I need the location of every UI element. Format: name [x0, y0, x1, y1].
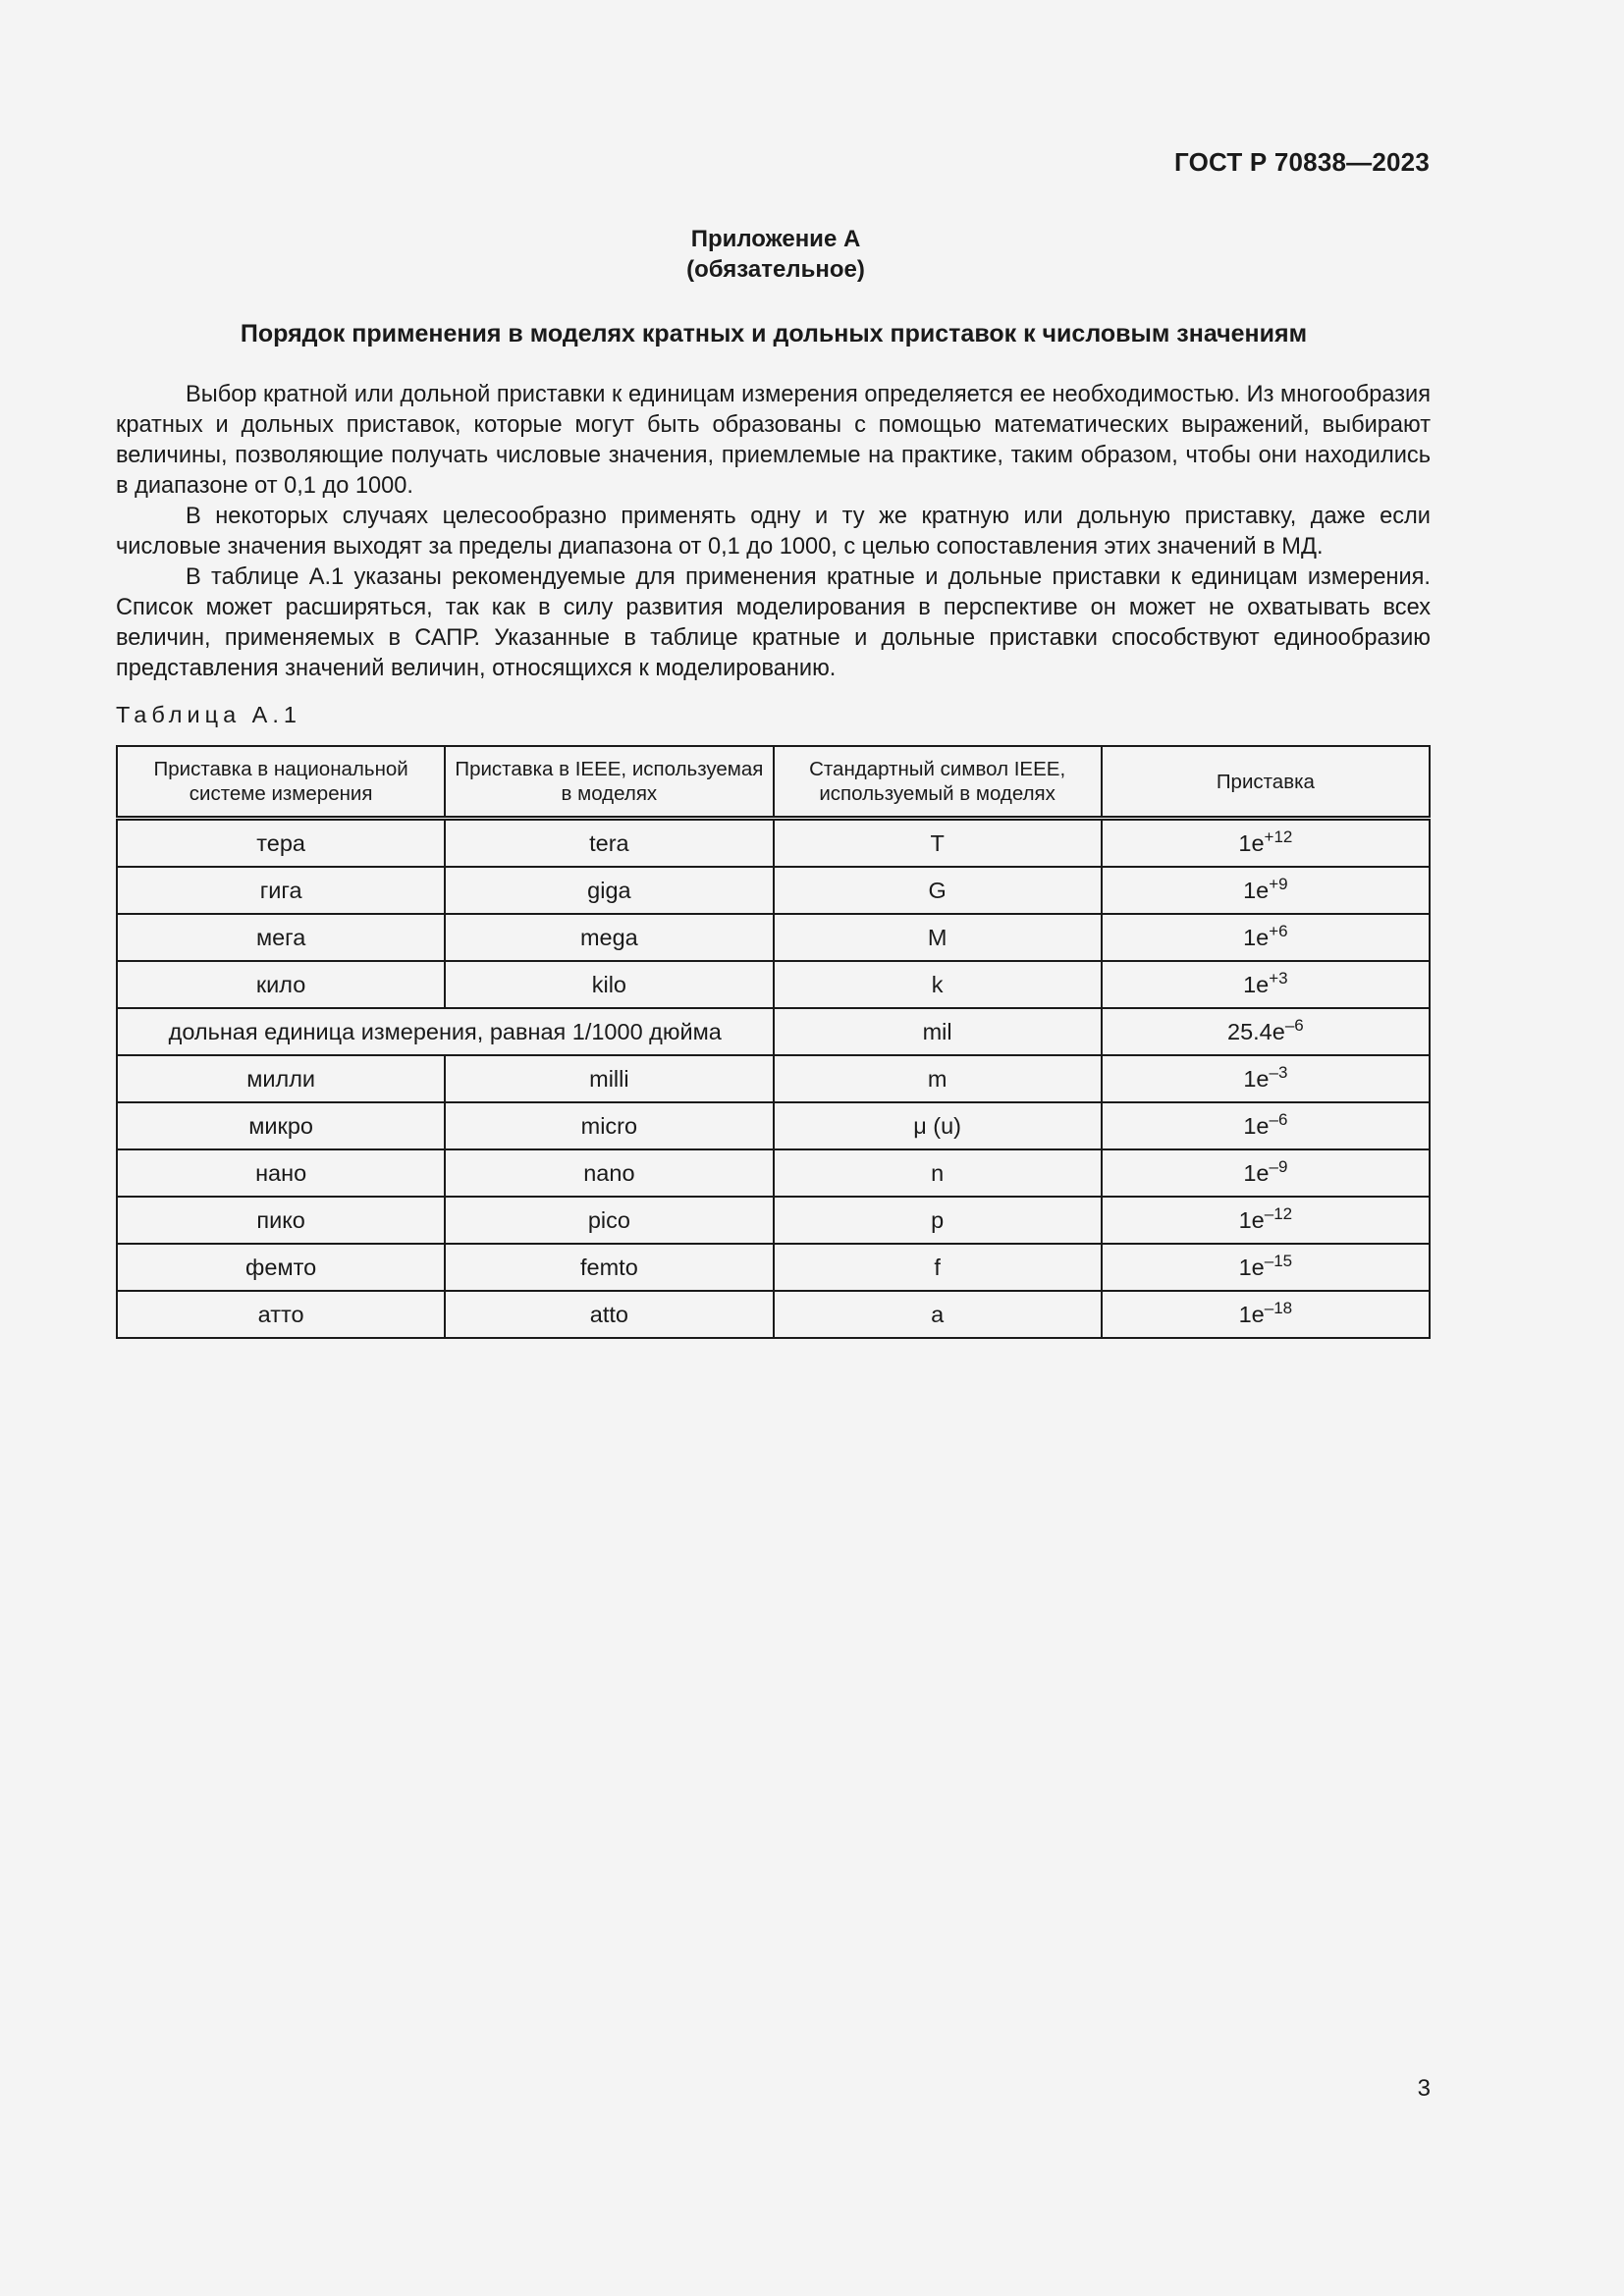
column-header: Приставка в национальной системе измерения: [117, 746, 445, 819]
table-row: [117, 867, 1430, 914]
cell-national-prefix: микро: [117, 1102, 445, 1149]
appendix-status: (обязательное): [686, 256, 865, 283]
cell-ieee-prefix: giga: [445, 867, 773, 914]
cell-national-prefix: пико: [117, 1197, 445, 1244]
cell-ieee-prefix: milli: [445, 1055, 773, 1102]
prefix-value-exponent: –12: [1264, 1203, 1293, 1223]
prefix-value-base: 25.4e: [1227, 1018, 1285, 1044]
standard-code: ГОСТ Р 70838—2023: [1174, 147, 1430, 177]
appendix-title: Приложение А: [690, 226, 861, 252]
cell-national-prefix: милли: [117, 1055, 445, 1102]
table-row: [117, 819, 1430, 868]
prefix-value-exponent: –6: [1284, 1015, 1304, 1035]
prefix-value-base: 1e: [1238, 1301, 1265, 1327]
prefix-value-exponent: +9: [1269, 874, 1288, 893]
section-heading: Порядок применения в моделях кратных и дольных приставок к числовым значениям: [240, 320, 1308, 347]
cell-prefix-value: [1102, 1291, 1430, 1338]
cell-ieee-symbol: μ (u): [774, 1102, 1102, 1149]
cell-ieee-prefix: pico: [445, 1197, 773, 1244]
cell-ieee-symbol: M: [774, 914, 1102, 961]
cell-ieee-prefix: atto: [445, 1291, 773, 1338]
body-text: [116, 380, 1431, 684]
prefix-value-base: 1e: [1238, 829, 1265, 856]
cell-national-ieee-merged: дольная единица измерения, равная 1/1000 дюйма: [117, 1008, 774, 1055]
cell-ieee-symbol: a: [774, 1291, 1102, 1338]
cell-national-prefix: тера: [117, 819, 445, 868]
table-row: [117, 1102, 1430, 1149]
cell-prefix-value: [1102, 1197, 1430, 1244]
cell-ieee-prefix: mega: [445, 914, 773, 961]
appendix-title-block: [0, 224, 1551, 285]
cell-ieee-prefix: femto: [445, 1244, 773, 1291]
table-row: [117, 1197, 1430, 1244]
column-header: Приставка: [1102, 746, 1430, 819]
table-row: [117, 1244, 1430, 1291]
cell-ieee-symbol: k: [774, 961, 1102, 1008]
cell-prefix-value: [1102, 819, 1430, 868]
table-row: [117, 961, 1430, 1008]
table-row: [117, 914, 1430, 961]
column-header: Приставка в IEEE, используемая в моделях: [445, 746, 773, 819]
prefix-value-exponent: +6: [1269, 921, 1288, 940]
cell-ieee-prefix: nano: [445, 1149, 773, 1197]
prefix-value-exponent: –9: [1269, 1156, 1288, 1176]
cell-national-prefix: кило: [117, 961, 445, 1008]
cell-ieee-symbol: m: [774, 1055, 1102, 1102]
cell-national-prefix: фемто: [117, 1244, 445, 1291]
table-caption: Таблица А.1: [116, 702, 301, 727]
table-header-row: [117, 746, 1430, 819]
cell-prefix-value: [1102, 867, 1430, 914]
cell-prefix-value: [1102, 1244, 1430, 1291]
table-row: [117, 1291, 1430, 1338]
cell-national-prefix: атто: [117, 1291, 445, 1338]
cell-ieee-symbol: mil: [774, 1008, 1102, 1055]
cell-prefix-value: [1102, 1008, 1430, 1055]
cell-prefix-value: [1102, 1102, 1430, 1149]
prefix-value-base: 1e: [1243, 971, 1270, 997]
prefix-value-base: 1e: [1243, 924, 1270, 950]
prefix-value-base: 1e: [1238, 1206, 1265, 1233]
prefix-value-exponent: –3: [1269, 1062, 1288, 1082]
paragraph: Выбор кратной или дольной приставки к единицам измерения определяется ее необходимостью. Из многообразия кратных и дольных приставок, которые могут быть образованы с помощью математических выражений, выбирают величины, позволяющие получать числовые значения, приемлемые на практике, таким образом, чтобы они находились в диапазоне от 0,1 до 1000.: [116, 382, 1431, 499]
cell-prefix-value: [1102, 1149, 1430, 1197]
table-body: [117, 819, 1430, 1339]
cell-prefix-value: [1102, 1055, 1430, 1102]
cell-ieee-symbol: f: [774, 1244, 1102, 1291]
table-row: [117, 1008, 1430, 1055]
cell-prefix-value: [1102, 914, 1430, 961]
cell-prefix-value: [1102, 961, 1430, 1008]
cell-ieee-symbol: n: [774, 1149, 1102, 1197]
prefix-table: [116, 745, 1431, 1339]
prefix-value-base: 1e: [1243, 1112, 1270, 1139]
paragraph: В таблице А.1 указаны рекомендуемые для применения кратные и дольные приставки к единицам измерения. Список может расширяться, так как в силу развития моделирования в перспективе он может не охватывать всех величин, применяемых в САПР. Указанные в таблице кратные и дольные приставки способствуют единообразию представления значений величин, относящихся к моделированию.: [116, 564, 1431, 681]
cell-ieee-prefix: micro: [445, 1102, 773, 1149]
prefix-value-exponent: +3: [1269, 968, 1288, 988]
page-number: 3: [1417, 2075, 1431, 2102]
prefix-value-exponent: –6: [1269, 1109, 1288, 1129]
cell-national-prefix: мега: [117, 914, 445, 961]
cell-ieee-symbol: G: [774, 867, 1102, 914]
prefix-value-base: 1e: [1243, 877, 1270, 903]
prefix-value-exponent: –15: [1264, 1251, 1293, 1270]
prefix-value-base: 1e: [1243, 1065, 1270, 1092]
paragraph: В некоторых случаях целесообразно применять одну и ту же кратную или дольную приставку, даже если числовые значения выходят за пределы диапазона от 0,1 до 1000, с целью сопоставления этих значений в МД.: [116, 504, 1431, 560]
table-row: [117, 1149, 1430, 1197]
prefix-value-exponent: –18: [1264, 1298, 1293, 1317]
cell-ieee-prefix: tera: [445, 819, 773, 868]
prefix-value-exponent: +12: [1264, 827, 1293, 846]
cell-national-prefix: нано: [117, 1149, 445, 1197]
cell-ieee-symbol: p: [774, 1197, 1102, 1244]
column-header: Стандартный символ IEEE, используемый в моделях: [774, 746, 1102, 819]
cell-ieee-prefix: kilo: [445, 961, 773, 1008]
prefix-value-base: 1e: [1243, 1159, 1270, 1186]
cell-national-prefix: гига: [117, 867, 445, 914]
table-row: [117, 1055, 1430, 1102]
prefix-value-base: 1e: [1238, 1254, 1265, 1280]
cell-ieee-symbol: T: [774, 819, 1102, 868]
